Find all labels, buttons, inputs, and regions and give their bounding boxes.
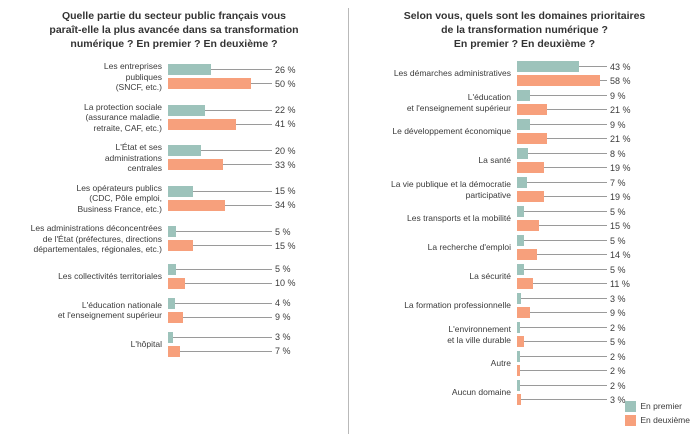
category-bars bbox=[517, 264, 700, 289]
value-leader-line bbox=[183, 317, 272, 318]
bar-premier bbox=[517, 177, 527, 188]
value-leader-line bbox=[544, 167, 607, 168]
category-label-line: publiques bbox=[125, 71, 162, 82]
bar-line bbox=[517, 104, 700, 115]
chart-row bbox=[349, 235, 700, 260]
category-bars bbox=[517, 119, 700, 144]
chart-row bbox=[0, 332, 348, 357]
value-leader-line bbox=[524, 341, 607, 342]
chart-row bbox=[349, 119, 700, 144]
value-label: 5 % bbox=[610, 206, 626, 217]
value-label: 5 % bbox=[275, 226, 291, 237]
value-leader-line bbox=[547, 138, 607, 139]
chart-row bbox=[349, 177, 700, 202]
value-label: 11 % bbox=[610, 278, 630, 289]
value-leader-line bbox=[176, 269, 272, 270]
bar-line bbox=[168, 332, 348, 343]
value-leader-line bbox=[175, 303, 272, 304]
value-label: 2 % bbox=[610, 380, 626, 391]
category-label bbox=[0, 61, 168, 93]
category-bars bbox=[168, 298, 348, 323]
category-bars bbox=[517, 293, 700, 318]
category-bars bbox=[517, 61, 700, 86]
category-label bbox=[349, 300, 517, 311]
bar-premier bbox=[517, 264, 524, 275]
category-label bbox=[349, 324, 517, 345]
value-label: 22 % bbox=[275, 105, 296, 116]
category-label bbox=[349, 242, 517, 253]
category-label-line: Les opérateurs publics bbox=[76, 182, 162, 193]
bar-line bbox=[517, 61, 700, 72]
value-label: 50 % bbox=[275, 78, 296, 89]
bar-premier bbox=[168, 64, 211, 75]
category-label-line: Aucun domaine bbox=[451, 387, 511, 398]
bar-deuxieme bbox=[517, 307, 530, 318]
value-label: 5 % bbox=[275, 264, 291, 274]
bar-line bbox=[168, 145, 348, 156]
bar-line bbox=[168, 105, 348, 116]
bar-line bbox=[168, 298, 348, 309]
value-leader-line bbox=[530, 95, 607, 96]
bar-line bbox=[517, 133, 700, 144]
bar-line bbox=[517, 336, 700, 347]
value-leader-line bbox=[528, 153, 607, 154]
value-label: 14 % bbox=[610, 249, 631, 260]
category-label-line: Les entreprises bbox=[103, 61, 162, 71]
category-label-line: L'environnement bbox=[448, 324, 511, 334]
value-label: 9 % bbox=[610, 307, 626, 318]
value-leader-line bbox=[173, 337, 272, 338]
chart-panel-left bbox=[0, 0, 348, 442]
category-label-line: et l'enseignement supérieur bbox=[57, 310, 162, 320]
value-label: 19 % bbox=[610, 191, 631, 202]
bar-line bbox=[168, 312, 348, 323]
category-label bbox=[349, 68, 517, 79]
chart-rows-right bbox=[349, 61, 700, 405]
category-label-line: La protection sociale bbox=[84, 101, 162, 112]
chart-row bbox=[349, 90, 700, 115]
category-label bbox=[349, 92, 517, 113]
bar-premier bbox=[168, 145, 201, 156]
category-label-line: (CDC, Pôle emploi, bbox=[89, 193, 162, 203]
chart-row bbox=[349, 322, 700, 347]
value-leader-line bbox=[547, 109, 607, 110]
category-label-line: La recherche d'emploi bbox=[427, 242, 511, 253]
chart-rows-left bbox=[0, 61, 348, 357]
value-leader-line bbox=[579, 66, 607, 67]
bar-deuxieme bbox=[517, 220, 539, 231]
chart-row bbox=[349, 148, 700, 173]
chart-row bbox=[0, 102, 348, 134]
category-label bbox=[0, 339, 168, 350]
category-label bbox=[349, 179, 517, 200]
chart-title-left-line-1: Quelle partie du secteur public français vous bbox=[61, 10, 287, 22]
value-label: 5 % bbox=[610, 336, 626, 347]
bar-line bbox=[517, 351, 700, 362]
chart-row bbox=[0, 183, 348, 215]
category-bars bbox=[168, 332, 348, 357]
bar-line bbox=[168, 119, 348, 130]
bar-deuxieme bbox=[168, 200, 225, 211]
value-leader-line bbox=[521, 399, 607, 400]
value-leader-line bbox=[530, 312, 607, 313]
bar-premier bbox=[517, 206, 524, 217]
category-bars bbox=[168, 145, 348, 170]
value-label: 21 % bbox=[610, 104, 631, 115]
category-label-line: de l'État (préfectures, directions bbox=[42, 233, 162, 244]
legend-item-deuxieme bbox=[625, 414, 690, 426]
bar-line bbox=[168, 240, 348, 251]
value-label: 41 % bbox=[275, 119, 296, 130]
chart-row bbox=[0, 298, 348, 323]
chart-title-right-line-1: Selon vous, quels sont les domaines prioritaires bbox=[403, 10, 646, 22]
category-label bbox=[349, 126, 517, 137]
legend-label-deuxieme: En deuxième bbox=[640, 415, 690, 425]
category-bars bbox=[517, 177, 700, 202]
chart-row bbox=[349, 61, 700, 86]
value-label: 10 % bbox=[275, 278, 296, 288]
category-bars bbox=[517, 235, 700, 260]
chart-row bbox=[0, 142, 348, 174]
bar-deuxieme bbox=[517, 191, 544, 202]
value-label: 43 % bbox=[610, 61, 631, 72]
chart-legend bbox=[625, 400, 690, 428]
bar-line bbox=[517, 75, 700, 86]
bar-deuxieme bbox=[168, 119, 236, 130]
bar-premier bbox=[168, 264, 176, 275]
value-leader-line bbox=[524, 240, 607, 241]
bar-line bbox=[517, 90, 700, 101]
bar-deuxieme bbox=[168, 159, 223, 170]
value-leader-line bbox=[193, 191, 272, 192]
bar-deuxieme bbox=[168, 278, 185, 289]
value-label: 19 % bbox=[610, 162, 631, 173]
value-leader-line bbox=[539, 225, 607, 226]
category-label bbox=[0, 102, 168, 134]
value-leader-line bbox=[236, 124, 272, 125]
category-bars bbox=[168, 264, 348, 289]
bar-deuxieme bbox=[168, 78, 251, 89]
category-label-line: Les administrations déconcentrées bbox=[30, 223, 162, 233]
value-leader-line bbox=[533, 283, 607, 284]
value-label: 21 % bbox=[610, 133, 631, 144]
value-leader-line bbox=[211, 69, 272, 70]
value-label: 33 % bbox=[275, 159, 296, 170]
value-label: 15 % bbox=[610, 220, 631, 231]
bar-line bbox=[517, 191, 700, 202]
bar-line bbox=[517, 249, 700, 260]
value-leader-line bbox=[530, 124, 607, 125]
value-leader-line bbox=[520, 327, 607, 328]
value-label: 3 % bbox=[275, 332, 291, 342]
bar-premier bbox=[517, 61, 579, 72]
category-bars bbox=[517, 322, 700, 347]
category-label-line: Les démarches administratives bbox=[393, 68, 511, 79]
value-leader-line bbox=[205, 110, 272, 111]
legend-swatch-premier-icon bbox=[625, 401, 636, 412]
category-bars bbox=[168, 105, 348, 130]
value-leader-line bbox=[520, 370, 607, 371]
value-leader-line bbox=[176, 231, 272, 232]
value-label: 7 % bbox=[610, 177, 626, 188]
category-label-line: participative bbox=[465, 189, 511, 200]
bar-line bbox=[517, 293, 700, 304]
bar-line bbox=[168, 200, 348, 211]
category-label-line: (SNCF, etc.) bbox=[115, 82, 162, 92]
bar-line bbox=[517, 322, 700, 333]
value-leader-line bbox=[251, 83, 272, 84]
bar-line bbox=[517, 278, 700, 289]
value-leader-line bbox=[201, 150, 272, 151]
bar-line bbox=[168, 78, 348, 89]
category-label-line: administrations bbox=[104, 152, 162, 163]
category-label bbox=[349, 387, 517, 398]
bar-deuxieme bbox=[517, 104, 547, 115]
value-leader-line bbox=[537, 254, 607, 255]
legend-item-premier bbox=[625, 400, 690, 412]
chart-title-left bbox=[0, 0, 348, 51]
category-bars bbox=[517, 90, 700, 115]
value-label: 58 % bbox=[610, 75, 631, 86]
value-leader-line bbox=[185, 283, 272, 284]
bar-premier bbox=[168, 186, 193, 197]
value-leader-line bbox=[527, 182, 607, 183]
category-label-line: et l'enseignement supérieur bbox=[406, 102, 511, 113]
value-label: 3 % bbox=[610, 293, 626, 304]
bar-premier bbox=[168, 105, 205, 116]
chart-title-right-line-3: En premier ? En deuxième ? bbox=[453, 38, 596, 50]
bar-line bbox=[517, 162, 700, 173]
bar-line bbox=[168, 278, 348, 289]
bar-line bbox=[517, 365, 700, 376]
chart-title-left-line-2: paraît-elle la plus avancée dans sa transformation bbox=[49, 24, 299, 36]
category-label-line: départementales, régionales, etc.) bbox=[33, 244, 162, 254]
bar-deuxieme bbox=[517, 249, 537, 260]
chart-row bbox=[0, 264, 348, 289]
value-label: 8 % bbox=[610, 148, 626, 159]
category-label bbox=[349, 213, 517, 224]
chart-title-right bbox=[349, 0, 700, 51]
bar-line bbox=[517, 220, 700, 231]
value-label: 5 % bbox=[610, 235, 626, 246]
category-label-line: L'hôpital bbox=[130, 338, 162, 349]
category-label-line: La santé bbox=[478, 155, 511, 166]
category-label bbox=[0, 271, 168, 282]
bar-deuxieme bbox=[517, 278, 533, 289]
value-label: 20 % bbox=[275, 145, 296, 156]
bar-line bbox=[517, 119, 700, 130]
category-label-line: L'éducation nationale bbox=[81, 299, 162, 310]
bar-line bbox=[168, 346, 348, 357]
category-label bbox=[0, 300, 168, 321]
value-leader-line bbox=[544, 196, 607, 197]
category-label bbox=[0, 142, 168, 174]
bar-premier bbox=[168, 298, 175, 309]
bar-line bbox=[517, 380, 700, 391]
category-bars bbox=[168, 186, 348, 211]
value-leader-line bbox=[521, 298, 607, 299]
value-leader-line bbox=[225, 205, 272, 206]
value-label: 4 % bbox=[275, 298, 291, 308]
bar-line bbox=[168, 264, 348, 275]
value-label: 15 % bbox=[275, 186, 296, 197]
value-label: 3 % bbox=[610, 394, 626, 405]
value-label: 34 % bbox=[275, 200, 296, 211]
bar-premier bbox=[517, 119, 530, 130]
chart-row bbox=[349, 293, 700, 318]
value-leader-line bbox=[180, 351, 272, 352]
value-leader-line bbox=[193, 245, 272, 246]
category-bars bbox=[517, 148, 700, 173]
bar-line bbox=[168, 64, 348, 75]
bar-deuxieme bbox=[517, 75, 600, 86]
category-label-line: Autre bbox=[490, 358, 511, 369]
category-label-line: Le développement économique bbox=[392, 126, 511, 137]
category-label-line: L'État et ses bbox=[115, 142, 162, 152]
bar-deuxieme bbox=[517, 162, 544, 173]
value-label: 7 % bbox=[275, 346, 291, 356]
chart-row bbox=[349, 351, 700, 376]
value-label: 9 % bbox=[610, 119, 626, 130]
category-label bbox=[349, 358, 517, 369]
category-label bbox=[0, 183, 168, 215]
chart-row bbox=[349, 264, 700, 289]
bar-line bbox=[517, 235, 700, 246]
bar-line bbox=[168, 226, 348, 237]
category-label bbox=[349, 271, 517, 282]
chart-row bbox=[0, 223, 348, 255]
chart-title-left-line-3: numérique ? En premier ? En deuxième ? bbox=[70, 38, 278, 50]
category-label bbox=[0, 223, 168, 255]
category-label-line: Les transports et la mobilité bbox=[407, 213, 511, 224]
value-leader-line bbox=[520, 356, 607, 357]
category-label-line: retraite, CAF, etc.) bbox=[93, 122, 162, 133]
value-leader-line bbox=[524, 211, 607, 212]
bar-line bbox=[168, 186, 348, 197]
category-label-line: La sécurité bbox=[469, 271, 511, 282]
category-bars bbox=[517, 351, 700, 376]
value-label: 5 % bbox=[610, 264, 626, 275]
bar-premier bbox=[168, 226, 176, 237]
value-label: 9 % bbox=[610, 90, 626, 101]
category-label-line: L'éducation bbox=[467, 92, 511, 102]
bar-line bbox=[517, 206, 700, 217]
bar-deuxieme bbox=[168, 346, 180, 357]
bar-deuxieme bbox=[517, 336, 524, 347]
legend-label-premier: En premier bbox=[640, 401, 682, 411]
value-label: 2 % bbox=[610, 322, 626, 333]
bar-line bbox=[517, 264, 700, 275]
value-label: 15 % bbox=[275, 240, 296, 251]
legend-swatch-deuxieme-icon bbox=[625, 415, 636, 426]
value-label: 26 % bbox=[275, 64, 296, 75]
value-label: 2 % bbox=[610, 351, 626, 362]
chart-row bbox=[349, 206, 700, 231]
chart-row bbox=[0, 61, 348, 93]
category-label bbox=[349, 155, 517, 166]
category-label-line: et la ville durable bbox=[447, 334, 511, 345]
value-label: 9 % bbox=[275, 312, 291, 322]
bar-premier bbox=[517, 235, 524, 246]
category-bars bbox=[168, 64, 348, 89]
category-label-line: (assurance maladie, bbox=[85, 112, 162, 122]
category-bars bbox=[168, 226, 348, 251]
category-label-line: La formation professionnelle bbox=[404, 300, 511, 311]
value-leader-line bbox=[600, 80, 607, 81]
category-bars bbox=[517, 206, 700, 231]
value-leader-line bbox=[524, 269, 607, 270]
chart-title-right-line-2: de la transformation numérique ? bbox=[441, 24, 608, 36]
bar-deuxieme bbox=[168, 240, 193, 251]
category-label-line: Business France, etc.) bbox=[77, 203, 162, 214]
value-leader-line bbox=[520, 385, 607, 386]
value-label: 2 % bbox=[610, 365, 626, 376]
bar-deuxieme bbox=[517, 133, 547, 144]
bar-line bbox=[517, 307, 700, 318]
bar-deuxieme bbox=[168, 312, 183, 323]
category-label-line: Les collectivités territoriales bbox=[58, 270, 162, 281]
value-leader-line bbox=[223, 164, 272, 165]
bar-line bbox=[168, 159, 348, 170]
bar-premier bbox=[517, 148, 528, 159]
category-label-line: centrales bbox=[127, 163, 162, 173]
bar-line bbox=[517, 148, 700, 159]
bar-premier bbox=[517, 90, 530, 101]
category-label-line: La vie publique et la démocratie bbox=[390, 179, 511, 189]
chart-panel-right bbox=[349, 0, 700, 442]
bar-line bbox=[517, 177, 700, 188]
